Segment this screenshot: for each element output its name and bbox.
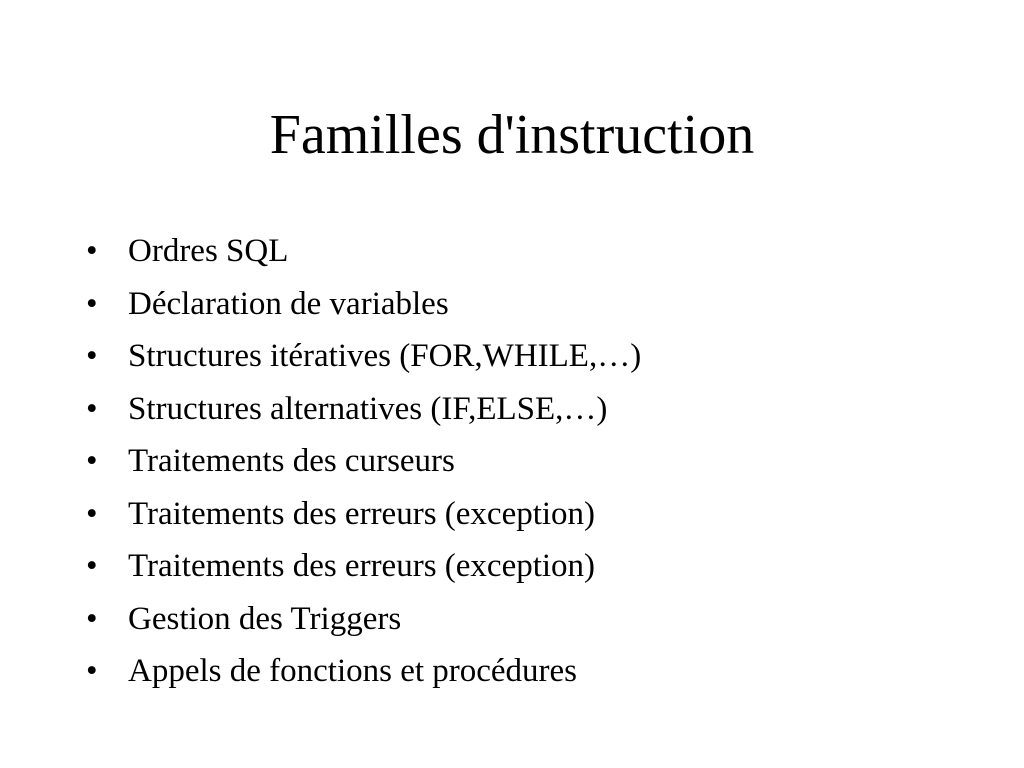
bullet-icon: • <box>86 495 98 532</box>
list-item-text: Structures alternatives (IF,ELSE,…) <box>128 390 608 427</box>
list-item-text: Structures itératives (FOR,WHILE,…) <box>128 338 642 374</box>
list-item <box>84 645 984 698</box>
list-item <box>84 330 984 383</box>
bullet-icon: • <box>86 390 98 427</box>
bullet-icon: • <box>86 443 98 479</box>
list-item-text: Gestion des Triggers <box>128 600 402 637</box>
bullet-icon: • <box>86 548 98 584</box>
list-item <box>84 540 984 593</box>
list-item-text: Traitements des erreurs (exception) <box>128 548 596 584</box>
list-item-text: Appels de fonctions et procédures <box>128 653 578 689</box>
bullet-icon: • <box>86 653 98 689</box>
list-item <box>84 278 984 331</box>
list-item <box>84 383 984 436</box>
list-item-text: Déclaration de variables <box>128 285 449 322</box>
list-item <box>84 593 984 646</box>
bullet-list <box>84 225 984 698</box>
list-item <box>84 225 984 278</box>
bullet-icon: • <box>86 600 98 637</box>
bullet-icon: • <box>86 233 98 269</box>
list-item-text: Traitements des erreurs (exception) <box>128 495 596 532</box>
list-item <box>84 488 984 541</box>
bullet-icon: • <box>86 285 98 322</box>
slide-title: Familles d'instruction <box>269 104 755 166</box>
list-item-text: Ordres SQL <box>128 233 289 269</box>
list-item <box>84 435 984 488</box>
bullet-icon: • <box>86 338 98 374</box>
list-item-text: Traitements des curseurs <box>128 443 455 479</box>
